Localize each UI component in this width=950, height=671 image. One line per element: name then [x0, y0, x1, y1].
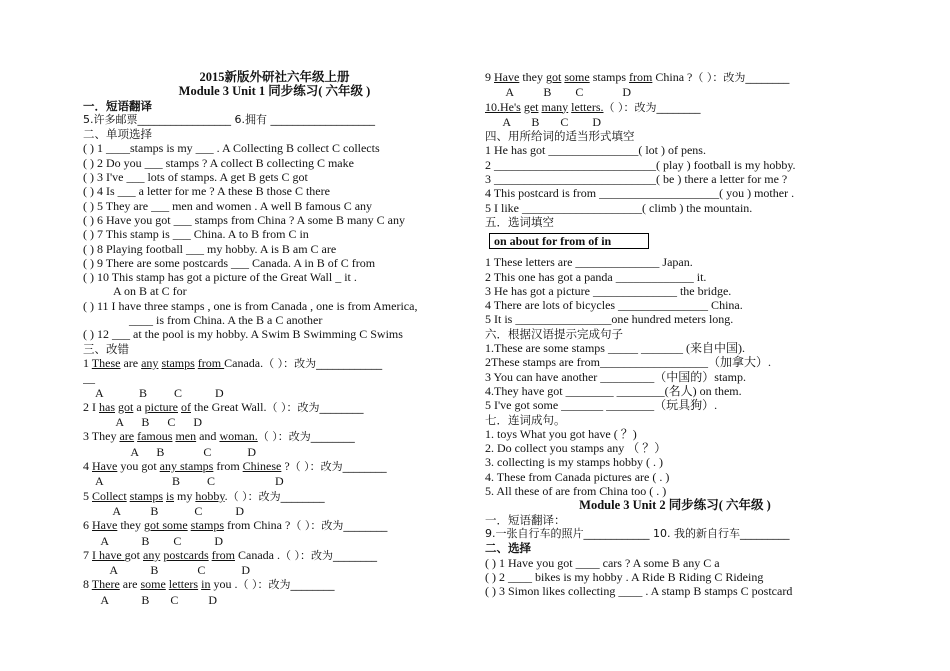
order-item-1: 1. toys What you got have ( ？): [485, 426, 637, 441]
underlined-word: are: [119, 429, 135, 444]
unit2-phrase-line: 9.一张自行车的照片____________ 10. 我的新自行车_________: [485, 526, 790, 540]
error-item-number: 1: [83, 355, 92, 370]
error-item-options: A B C D: [95, 444, 257, 459]
error-item-options: A B C D: [95, 533, 224, 548]
section5-heading: 五．选词填空: [485, 214, 554, 229]
fill-item-3: 3 ___________________________( be ) there a letter for me ?: [485, 172, 788, 187]
correction-blank: （ ）：改为________: [237, 578, 335, 592]
sentence-text: China ?: [652, 70, 693, 84]
underlined-word: stamps: [161, 355, 195, 370]
section1-heading: 一．短语翻译: [83, 98, 152, 113]
error-item-6: [83, 518, 466, 533]
error-correction-list: [83, 356, 466, 607]
sentence-text: ?: [281, 459, 290, 474]
error-item-options: A B C D: [95, 415, 203, 430]
underlined-word: Have: [92, 518, 118, 533]
underlined-word: Have: [494, 70, 520, 84]
underlined-word: I have: [92, 547, 125, 562]
underlined-word: in: [201, 577, 211, 592]
mc-question-11-options: ____ is from China. A the B a C another: [129, 313, 323, 328]
error-item-3: [83, 429, 466, 444]
error-item-7: [83, 548, 466, 563]
error-item-5: [83, 489, 466, 504]
error-item-options: A B C D: [95, 385, 224, 400]
sentence-text: a: [133, 399, 145, 414]
unit1-title: Module 3 Unit 1 同步练习( 六年级 ): [178, 84, 371, 99]
sentence-text: the Great Wall.: [191, 399, 267, 414]
unit2-section1-heading: 一．短语翻译：: [485, 512, 566, 527]
sentence-text: are: [119, 577, 141, 592]
underlined-word: men: [175, 429, 197, 444]
mc-question-4: ( ) 4 Is ___ a letter for me ? A these B those C there: [83, 184, 330, 199]
error-item-number: 2 I: [83, 399, 99, 414]
mc-question-1: ( ) 1 ____stamps is my ___ . A Collecting B collect C collects: [83, 141, 380, 156]
error-item-9: [485, 70, 865, 85]
fill-item-5: 5 I like ____________________( climb ) the mountain.: [485, 200, 753, 215]
choose-item-5: 5 It is ________________one hundred meters long.: [485, 312, 734, 327]
underlined-word: stamps: [190, 518, 225, 533]
sentence-text: from China ?: [224, 518, 291, 533]
correction-blank: （ ）：改为________: [279, 548, 377, 562]
mc-question-9: ( ) 9 There are some postcards ___ Canada. A in B of C from: [83, 255, 376, 270]
sentence-text: they: [117, 518, 144, 533]
unit2-mc-1: ( ) 1 Have you got ____ cars ? A some B any C a: [485, 555, 720, 570]
mc-question-2: ( ) 2 Do you ___ stamps ? A collect B collecting C make: [83, 155, 354, 170]
underlined-word: letters.: [571, 99, 604, 114]
error-item-number: 3 They: [83, 429, 120, 444]
translate-item-3: 3 You can have another _________（中国的）stamp.: [485, 369, 746, 384]
underlined-word: from: [629, 70, 653, 84]
translate-item-5: 5 I've got some _______ ________（玩具狗）.: [485, 398, 718, 413]
fill-item-4: 4 This postcard is from ____________________( you ) mother .: [485, 186, 795, 201]
underlined-word: from: [211, 547, 235, 562]
error-item-8: [83, 577, 466, 592]
underlined-word: is: [166, 488, 175, 503]
underlined-word: hobby: [195, 488, 225, 503]
sentence-text: you .: [210, 577, 238, 592]
sentence-text: Canada .: [234, 547, 280, 562]
underlined-word: got: [118, 399, 134, 414]
mc-question-6: ( ) 6 Have you got ___ stamps from China ? A some B many C any: [83, 212, 405, 227]
error-item-overflow: __: [83, 371, 95, 386]
sentence-text: they: [519, 70, 546, 84]
section4-heading: 四、用所给词的适当形式填空: [485, 129, 635, 144]
translate-item-1: 1.These are some stamps _____ _______ (来自中国).: [485, 341, 745, 356]
translate-item-2: 2These stamps are from__________________（加拿大）.: [485, 355, 771, 370]
error-item-number: 7: [83, 547, 92, 562]
underlined-word: These: [91, 355, 121, 370]
mc-question-10-options: A on B at C for: [113, 284, 187, 299]
underlined-word: famous: [137, 429, 173, 444]
underlined-word: letters: [168, 577, 199, 592]
underlined-word: some: [564, 70, 590, 84]
underlined-word: any: [141, 355, 159, 370]
order-item-5: 5. All these of are from China too ( . ): [485, 484, 667, 499]
underlined-word: got some: [144, 518, 188, 533]
underlined-word: any stamps: [159, 459, 214, 474]
section7-heading: 七．连词成句。: [485, 412, 566, 427]
mc-question-10: ( ) 10 This stamp has got a picture of the Great Wall _ it .: [83, 270, 357, 285]
section3-heading: 三、改错: [83, 341, 129, 356]
error-item-number: 9: [485, 70, 494, 84]
underlined-word: any: [143, 547, 161, 562]
underlined-word: woman.: [219, 429, 258, 444]
error-item-2: [83, 400, 466, 415]
error-item-1: [83, 356, 466, 371]
translate-item-4: 4.They have got ________ ________(名人) on them.: [485, 383, 742, 398]
sentence-text: .: [224, 488, 228, 503]
correction-blank: （ ）：改为____________: [263, 356, 383, 370]
choose-item-3: 3 He has got a picture ______________ the bridge.: [485, 283, 732, 298]
phrase-translation-line: 5.许多邮票_________________ 6.拥有 ___________________: [83, 112, 375, 126]
sentence-text: Canada.: [224, 355, 264, 370]
word-box-row: [485, 229, 865, 255]
mc-question-11: ( ) 11 I have three stamps , one is from Canada , one is from America,: [83, 298, 418, 313]
mc-question-3: ( ) 3 I've ___ lots of stamps. A get B gets C got: [83, 170, 308, 185]
underlined-word: picture: [144, 399, 178, 414]
sentence-text: are: [120, 355, 142, 370]
error-item-number: 8: [83, 577, 92, 592]
sentence-text: you got: [117, 459, 160, 474]
sentence-text: from: [213, 459, 243, 474]
sentence-text: got: [124, 547, 143, 562]
underlined-word: Collect: [92, 488, 127, 503]
correction-blank: （ ）：改为________: [266, 400, 364, 414]
underlined-word: has: [99, 399, 115, 414]
underlined-word: from: [197, 355, 225, 370]
correction-blank: （ ）：改为________: [290, 519, 388, 533]
choose-item-2: 2 This one has got a panda _____________ it.: [485, 269, 707, 284]
underlined-word: 10.He's: [485, 99, 521, 114]
error-item-number: 4: [83, 459, 92, 474]
unit2-mc-2: ( ) 2 ____ bikes is my hobby . A Ride B Riding C Rideing: [485, 569, 764, 584]
underlined-word: got: [546, 70, 562, 84]
underlined-word: stamps: [129, 488, 164, 503]
unit2-title: Module 3 Unit 2 同步练习( 六年级 ): [579, 498, 771, 513]
word-box: on about for from of in: [489, 233, 649, 249]
error-item-10: [485, 100, 865, 115]
mc-question-8: ( ) 8 Playing football ___ my hobby. A is B am C are: [83, 241, 337, 256]
underlined-word: Have: [92, 459, 118, 474]
mc-question-5: ( ) 5 They are ___ men and women . A well B famous C any: [83, 198, 373, 213]
underlined-word: some: [140, 577, 166, 592]
worksheet-title: 2015新版外研社六年级上册: [199, 70, 350, 84]
right-column: [485, 70, 865, 598]
order-item-4: 4. These from Canada pictures are ( . ): [485, 469, 670, 484]
left-column: [83, 70, 466, 607]
error-correction-continued: [485, 70, 865, 129]
error-item-options: A B C D: [497, 85, 632, 100]
underlined-word: There: [91, 577, 120, 592]
section2-heading: 二、单项选择: [83, 127, 152, 142]
error-item-number: 6: [83, 518, 92, 533]
error-item-4: [83, 459, 466, 474]
correction-blank: （ ）：改为________: [692, 71, 790, 84]
order-item-3: 3. collecting is my stamps hobby ( . ): [485, 455, 663, 470]
choose-item-4: 4 There are lots of bicycles _______________ China.: [485, 298, 743, 313]
underlined-word: of: [181, 399, 191, 414]
error-item-options: A B C D: [95, 503, 245, 518]
error-item-options: A B C D: [95, 563, 251, 578]
error-item-options: A B C D: [95, 474, 284, 489]
underlined-word: get: [523, 99, 539, 114]
sentence-text: stamps: [589, 70, 630, 84]
sentence-text: my: [174, 488, 196, 503]
sentence-text: and: [196, 429, 220, 444]
order-item-2: 2. Do collect you stamps any （ ？）: [485, 441, 667, 456]
error-item-options: A B C D: [497, 114, 602, 129]
correction-blank: （ ）：改为________: [603, 100, 701, 114]
error-item-number: 5: [83, 488, 92, 503]
choose-item-1: 1 These letters are ______________ Japan.: [485, 255, 693, 270]
fill-item-1: 1 He has got _______________( lot ) of pens.: [485, 143, 706, 158]
fill-item-2: 2 ___________________________( play ) football is my hobby.: [485, 157, 796, 172]
mc-question-12: ( ) 12 ___ at the pool is my hobby. A Swim B Swimming C Swims: [83, 327, 403, 342]
underlined-word: postcards: [163, 547, 209, 562]
correction-blank: （ ）：改为________: [289, 460, 387, 474]
unit2-mc-3: ( ) 3 Simon likes collecting ____ . A stamp B stamps C postcard: [485, 584, 793, 599]
underlined-word: many: [541, 99, 569, 114]
correction-blank: （ ）：改为________: [227, 489, 325, 503]
mc-question-7: ( ) 7 This stamp is ___ China. A to B from C in: [83, 227, 309, 242]
correction-blank: （ ）：改为________: [257, 430, 355, 444]
section6-heading: 六．根据汉语提示完成句子: [485, 326, 623, 341]
underlined-word: Chinese: [242, 459, 282, 474]
unit2-section2-heading: 二、选择: [485, 541, 531, 556]
error-item-options: A B C D: [95, 592, 218, 607]
